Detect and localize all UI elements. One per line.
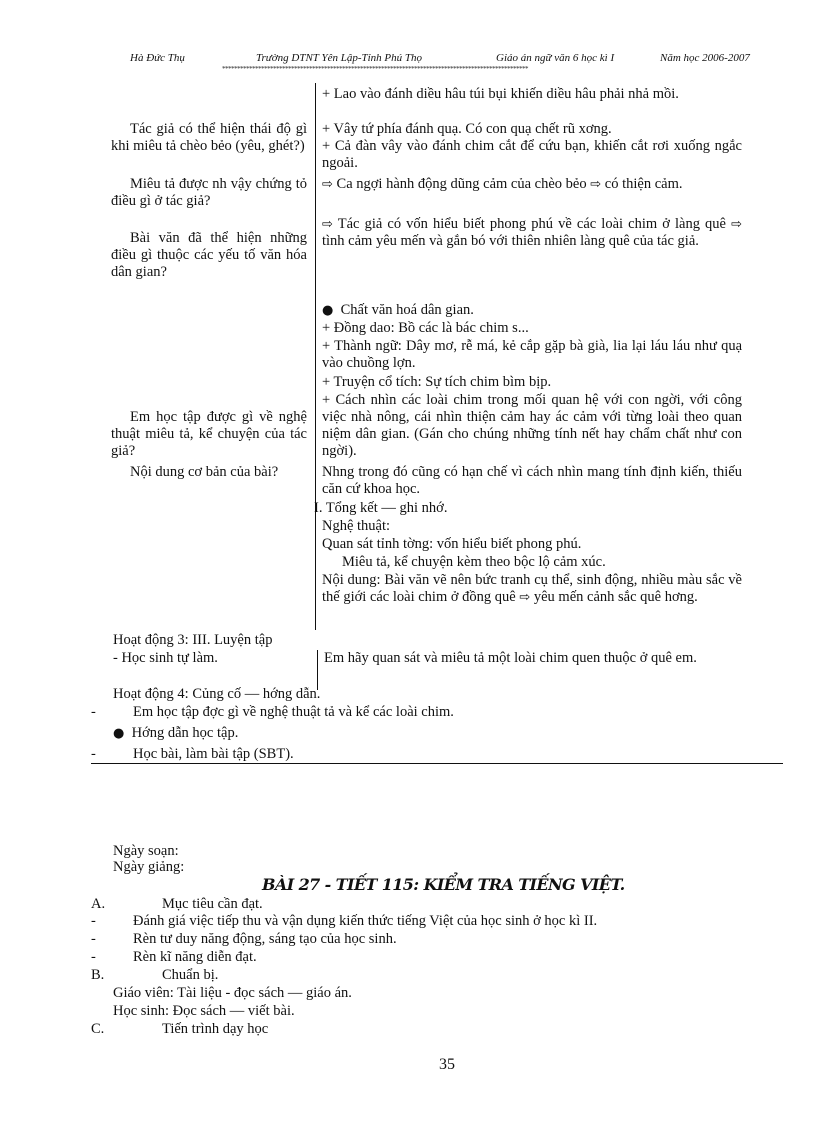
- right-arrow-icon: ⇨: [322, 177, 333, 192]
- section-c-label: C.: [91, 1021, 105, 1037]
- ngay-giang: Ngày giảng:: [113, 859, 185, 875]
- question-art: Em học tập được gì về nghệ thuật miêu tả, kể chuyện của tác giả?: [111, 409, 307, 459]
- page-number: 35: [439, 1056, 455, 1073]
- summary-art-1: Quan sát tỉnh tờng: vốn hiểu biết phong phú.: [322, 536, 582, 552]
- folk-item-dongdao: + Đồng dao: Bồ các là bác chim s...: [322, 320, 529, 336]
- answer-line-2: + Vây tứ phía đánh quạ. Có con quạ chết rũ xơng.: [322, 121, 612, 137]
- question-author-knowledge: Miêu tả được nh vậy chứng tỏ điều gì ở tác giả?: [111, 176, 307, 209]
- header-author: Hà Đức Thụ: [130, 52, 185, 64]
- activity4-item-3: Học bài, làm bài tập (SBT).: [133, 746, 294, 762]
- folk-item-thanhngu: + Thành ngữ: Dây mơ, rễ má, kẻ cắp gặp bà già, lia lại láu láu như quạ vào chuồng lợn.: [322, 338, 742, 371]
- section-b-label: B.: [91, 967, 105, 983]
- question-content: Nội dung cơ bản của bài?: [130, 464, 279, 480]
- header-year: Năm học 2006-2007: [660, 52, 750, 64]
- right-arrow-icon: ⇨: [519, 590, 531, 605]
- dash: -: [91, 949, 96, 965]
- folk-culture-heading: ● Chất văn hoá dân gian.: [322, 302, 474, 318]
- column-divider: [315, 83, 316, 630]
- question-attitude: Tác giả có thể hiện thái độ gì khi miêu tả chèo bẻo (yêu, ghét?): [111, 121, 307, 154]
- header-subject: Giáo án ngữ văn 6 học kì I: [496, 52, 615, 64]
- prep-student: Học sinh: Đọc sách — viết bài.: [113, 1003, 295, 1019]
- section-a-title: Mục tiêu cần đạt.: [162, 896, 263, 912]
- question-folk-culture: Bài văn đã thể hiện những điều gì thuộc các yếu tố văn hóa dân gian?: [111, 230, 307, 280]
- header-rule: ******************************************************************************************************: [222, 66, 528, 72]
- activity3-title: Hoạt động 3: III. Luyện tập: [113, 632, 273, 648]
- folk-item-cachnhin: + Cách nhìn các loài chim trong mối quan hệ với con ngời, với công việc nhà nông, cái nhìn thiện cảm hay ác cảm với từng loài theo quan niệm dân gian. (Gán cho chúng những tính nết hay chẩm chất như con ngời).: [322, 392, 742, 459]
- dash: -: [91, 931, 96, 947]
- ngay-soan: Ngày soạn:: [113, 843, 179, 859]
- activity4-item-1: Em học tập đợc gì về nghệ thuật tả và kể các loài chim.: [133, 704, 454, 720]
- objective-2: Rèn tư duy năng động, sáng tạo của học sinh.: [133, 931, 397, 947]
- summary-art-label: Nghệ thuật:: [322, 518, 391, 534]
- right-arrow-icon: ⇨: [322, 217, 333, 232]
- section-b-title: Chuẩn bị.: [162, 967, 219, 983]
- right-arrow-icon: ⇨: [731, 217, 743, 232]
- dash: -: [91, 746, 96, 762]
- right-arrow-icon: ⇨: [590, 177, 602, 192]
- objective-3: Rèn kĩ năng diễn đạt.: [133, 949, 257, 965]
- section-c-title: Tiến trình dạy học: [162, 1021, 269, 1037]
- summary-art-2: Miêu tả, kể chuyện kèm theo bộc lộ cảm xúc.: [342, 554, 606, 570]
- section-divider: [91, 763, 783, 764]
- bullet-icon: ●: [322, 303, 334, 318]
- header-school: Trường DTNT Yên Lập-Tỉnh Phú Thọ: [256, 52, 423, 64]
- answer-line-1: + Lao vào đánh diều hâu túi bụi khiến diều hâu phải nhả mồi.: [322, 86, 679, 102]
- activity4-item-2: ● Hớng dẫn học tập.: [113, 725, 239, 741]
- folk-item-truyen: + Truyện cổ tích: Sự tích chim bìm bịp.: [322, 374, 552, 390]
- activity4-title: Hoạt động 4: Củng cố — hớng dẫn.: [113, 686, 321, 702]
- answer-line-3: + Cả đàn vây vào đánh chim cắt để cứu bạn, khiến cắt rơi xuống ngắc ngoải.: [322, 138, 742, 171]
- summary-content: Nội dung: Bài văn vẽ nên bức tranh cụ thể, sinh động, nhiều màu sắc về thế giới các loài chim ở đồng quê ⇨ yêu mến cảnh sắc quê hơng.: [322, 572, 742, 605]
- activity3-right: Em hãy quan sát và miêu tả một loài chim quen thuộc ở quê em.: [324, 650, 697, 666]
- folk-item-hanche: Nhng trong đó cũng có hạn chế vì cách nhìn mang tính định kiến, thiếu căn cứ khoa học.: [322, 464, 742, 497]
- lesson-title: BÀI 27 - TIẾT 115: KIỂM TRA TIẾNG VIỆT.: [262, 875, 625, 894]
- objective-1: Đánh giá việc tiếp thu và vận dụng kiến thức tiếng Việt của học sinh ở học kì II.: [133, 913, 598, 929]
- dash: -: [91, 704, 96, 720]
- section-a-label: A.: [91, 896, 106, 912]
- prep-teacher: Giáo viên: Tài liệu - đọc sách — giáo án.: [113, 985, 352, 1001]
- activity3-left: - Học sinh tự làm.: [113, 650, 218, 666]
- answer-line-4: ⇨ Ca ngợi hành động dũng cảm của chèo bẻo ⇨ có thiện cảm.: [322, 176, 683, 192]
- bullet-icon: ●: [113, 726, 125, 741]
- dash: -: [91, 913, 96, 929]
- column-divider-activity3: [317, 650, 318, 690]
- section-summary: I. Tổng kết — ghi nhớ.: [314, 500, 448, 516]
- answer-line-5: ⇨ Tác giả có vốn hiểu biết phong phú về các loài chim ở làng quê ⇨ tình cảm yêu mến và gắn bó với thiên nhiên làng quê của tác giả.: [322, 216, 743, 249]
